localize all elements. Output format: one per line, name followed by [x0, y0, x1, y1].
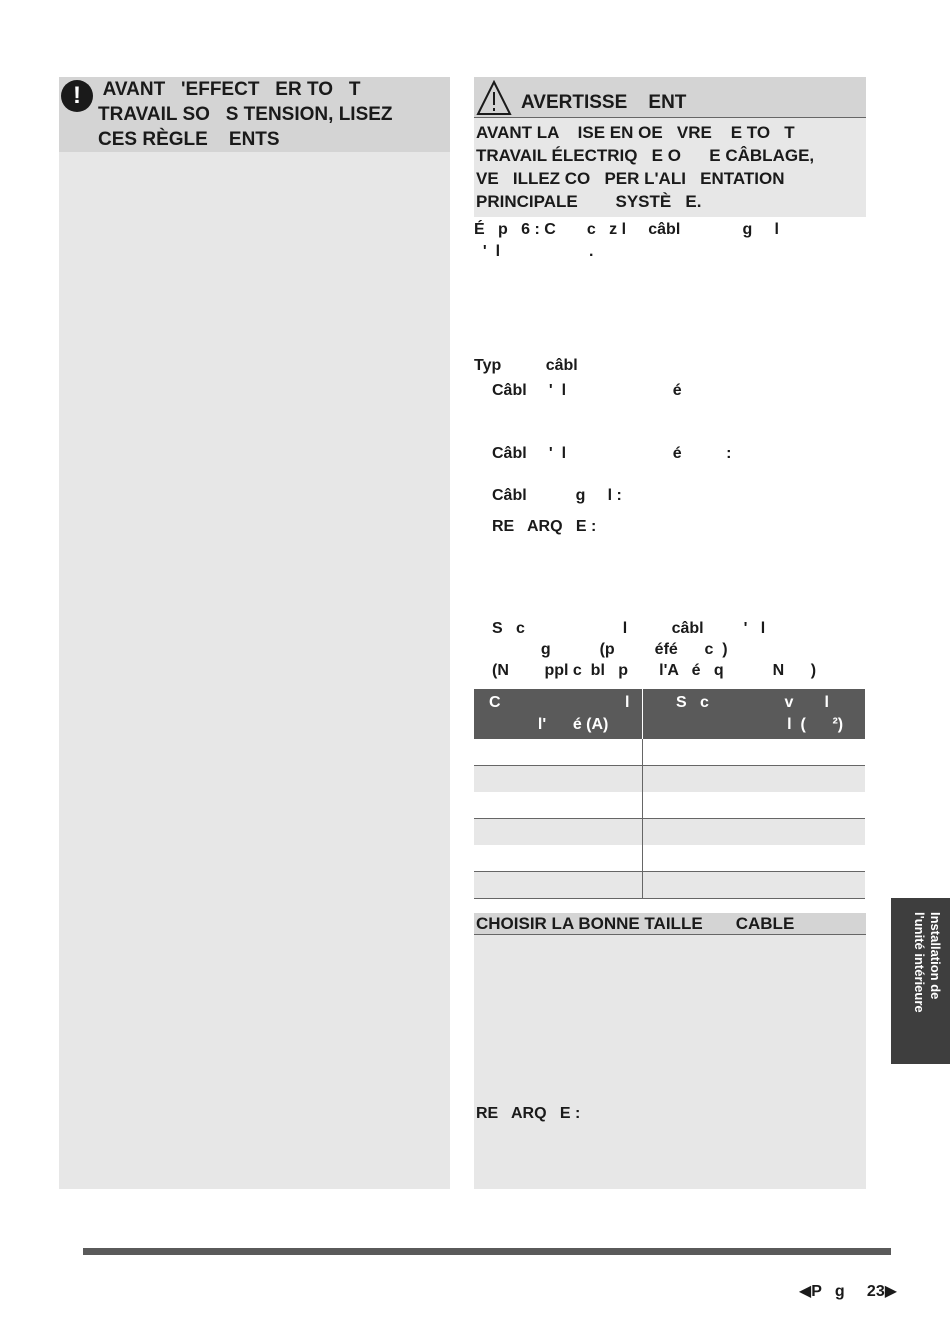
table-cell-divider [642, 819, 643, 845]
cable-size-box [474, 913, 866, 1189]
remark-label: RE ARQ E : [492, 518, 597, 535]
page-indicator [790, 1263, 897, 1301]
warning-line-2: TRAVAIL ÉLECTRIQ E O E CÂBLAGE, [476, 146, 815, 165]
cable-types-heading: Typ câbl [474, 357, 578, 374]
warning-line-1: AVANT LA ISE EN OE VRE E TO T [476, 123, 795, 142]
table-cell-divider [642, 739, 643, 765]
table-row [474, 819, 865, 846]
warning-line-3: VE ILLEZ CO PER L'ALI ENTATION [476, 169, 785, 188]
cable-size-remark: RE ARQ E : [476, 1105, 581, 1122]
left-title-line-3: CES RÈGLE ENTS [98, 129, 280, 150]
section-line-3: (N ppl c bl p l'A é q N ) [492, 662, 817, 679]
warning-body [476, 121, 866, 213]
page-number-text: P g 23 [811, 1283, 885, 1300]
signal-cable-line: Câbl g l : [492, 487, 622, 504]
warning-triangle-icon [476, 80, 512, 116]
table-header-left-line-2: l' é (A) [489, 716, 609, 733]
section-line-1: S c l câbl ' l [492, 620, 766, 637]
table-cell-divider [642, 872, 643, 898]
table-header-right-line-2: l ( ²) [676, 716, 844, 733]
power-cable-line-1: Câbl ' l é [492, 382, 682, 399]
side-tab-line-2: l'unité intérieure [912, 912, 927, 1013]
exclamation-icon: ! [61, 80, 93, 112]
table-row [474, 845, 865, 872]
table-header-left-line-1: C l [489, 694, 630, 711]
cable-size-title: CHOISIR LA BONNE TAILLE CABLE [476, 914, 795, 933]
left-info-panel [59, 77, 450, 1189]
prev-page-icon: ◀ [798, 1283, 812, 1300]
next-page-icon: ▶ [884, 1283, 898, 1300]
section-side-tab [891, 898, 950, 1064]
table-cell-divider [642, 792, 643, 818]
section-line-2: g (p éfé c ) [492, 641, 728, 658]
left-title-line-2: TRAVAIL SO S TENSION, LISEZ [98, 104, 393, 125]
table-row [474, 872, 865, 899]
step-line-1: É p 6 : C c z l câbl g l [474, 221, 779, 238]
warning-title: AVERTISSE ENT [521, 92, 687, 113]
table-row [474, 739, 865, 766]
step-line-2: ' l . [474, 243, 594, 260]
power-cable-line-2: Câbl ' l é : [492, 445, 732, 462]
table-row [474, 766, 865, 793]
side-tab-line-1: Installation de [928, 912, 943, 1000]
warning-line-4: PRINCIPALE SYSTÈ E. [476, 192, 702, 211]
table-header-right-line-1: S c v l [676, 694, 829, 711]
table-header-divider [642, 689, 643, 739]
left-title-line-1: AVANT 'EFFECT ER TO T [98, 79, 361, 100]
table-cell-divider [642, 845, 643, 871]
left-panel-title [98, 77, 443, 152]
table-row [474, 792, 865, 819]
footer-rule [83, 1248, 891, 1255]
table-cell-divider [642, 766, 643, 792]
